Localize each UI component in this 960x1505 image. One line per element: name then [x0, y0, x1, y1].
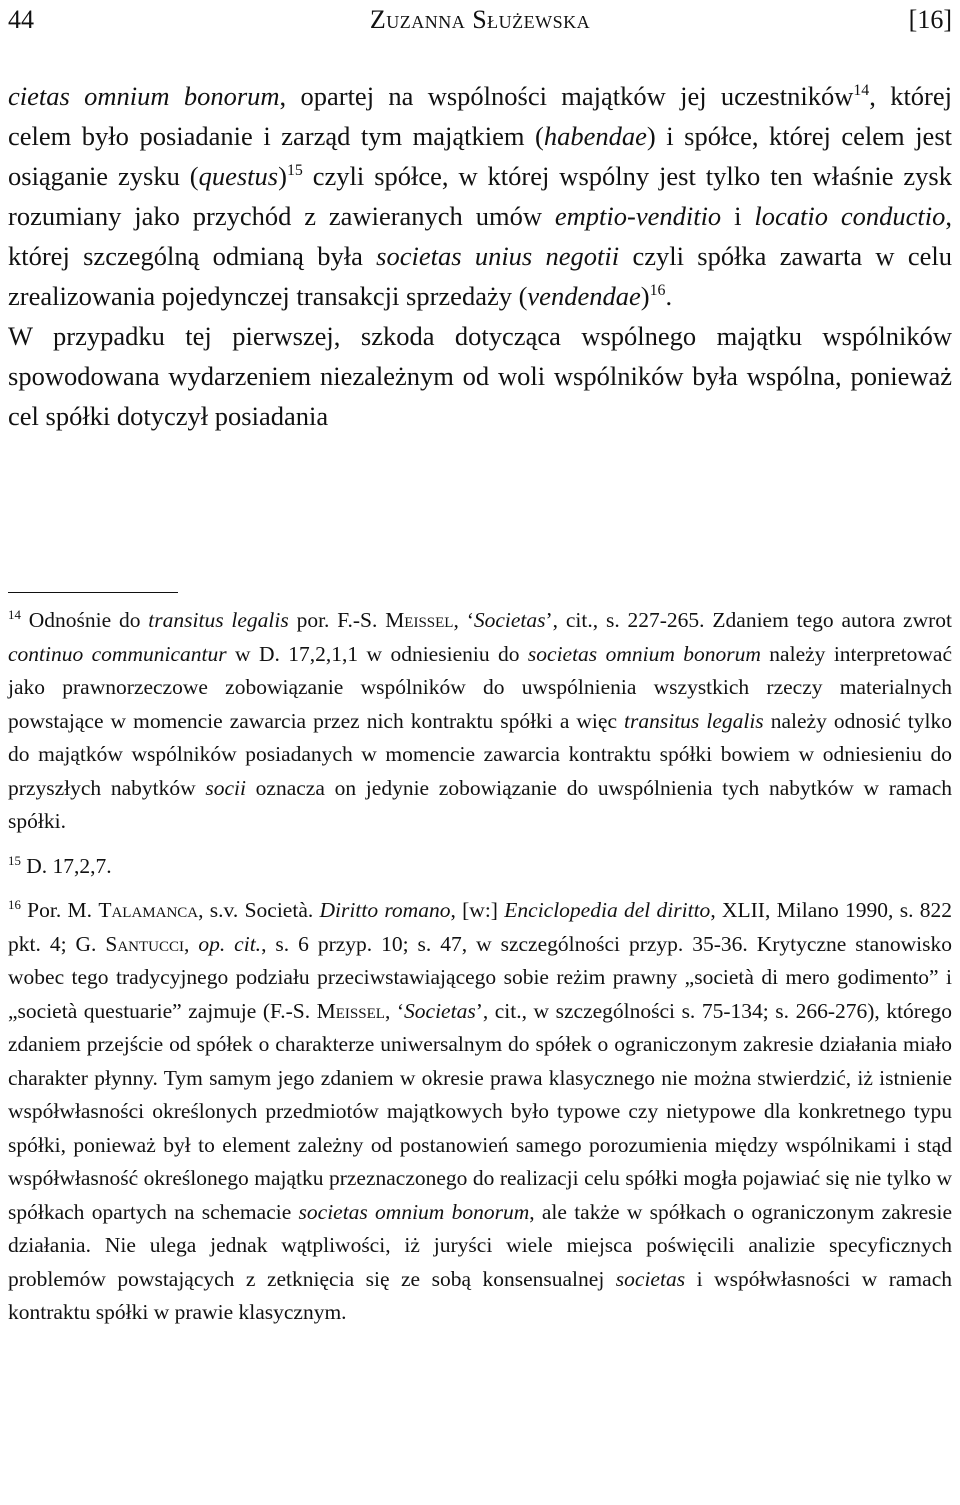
italic-run: transitus legalis	[624, 708, 764, 733]
text-run: , s. 6 przyp. 10; s. 47, w szczególności przyp. 35-36. Krytyczne stanowisko wobec tego tradycyjnego podziału przeciwstawiającego sobie reżim prawny „società di mero godimento” i „società questuarie” zajmuje (F.-S.	[8, 931, 952, 1023]
text-run: .	[665, 281, 673, 311]
text-run: i współwłasności w ramach kontraktu spółki w prawie klasycznym.	[8, 1266, 952, 1324]
footnote-ref: 15	[8, 853, 21, 868]
text-run: )	[278, 161, 287, 191]
text-run: ,	[184, 931, 199, 956]
text-run: oznacza on jedynie zobowiązanie do uwspólnienia tych nabytków w ramach spółki.	[8, 775, 952, 833]
italic-run: cietas omnium bonorum	[8, 81, 280, 111]
italic-run: societas unius negotii	[376, 241, 620, 271]
footnote-14	[8, 604, 952, 839]
italic-run: societas omnium bonorum	[527, 641, 761, 666]
text-run: należy odnosić tylko do majątków wspólników posiadanych w momencie zawarcia kontraktu spółki bowiem w odniesieniu do przyszłych nabytków	[8, 708, 952, 800]
italic-run: Enciclopedia del diritto	[504, 898, 711, 922]
italic-run: continuo communicantur	[8, 641, 227, 666]
text-run: , której szczególną odmianą była	[8, 201, 952, 271]
italic-run: questus	[198, 161, 279, 191]
italic-run: locatio conductio	[754, 201, 946, 231]
text-run: w D. 17,2,1,1 w odniesieniu do	[226, 641, 528, 666]
italic-run: vendendae	[527, 281, 641, 311]
text-run: , [w:]	[450, 898, 505, 922]
footnote-ref: 16	[8, 897, 21, 912]
text-run: ’, cit., s. 227-265. Zdaniem tego autora zwrot	[545, 608, 952, 632]
text-run: , ‘	[384, 998, 405, 1023]
italic-run: emptio-venditio	[554, 201, 722, 231]
text-run: ’, cit., w szczególności s. 75-134; s. 266-276), którego zdaniem przejście od spółek o charakterze uniwersalnym do spółek o ograniczonym zakresie działania miało charakter płynny. Tym samym jego zdaniem w okresie prawa klasycznego nie można stwierdzić, iż istnienie współwłasności określonych przedmiotów majątkowych było typowe czy nietypowe dla konkretnego typu spółki, ponieważ był to element zależny od postanowień samego porozumienia między wspólnikami i stąd współwłasność określonego majątku przeznaczonego do realizacji celu spółki mogła pojawiać się nie tylko w spółkach opartych na schemacie	[8, 998, 952, 1224]
italic-run: transitus legalis	[148, 608, 289, 632]
text-run: , s.v. Società.	[198, 898, 320, 922]
text-run: czyli spółce, w której wspólny jest tylko ten właśnie zysk rozumiany jako przychód z zawieranych umów	[8, 161, 952, 231]
text-run: , ale także w spółkach o ograniczonym zakresie działania. Nie ulega jednak wątpliwości, iż juryści wiele miejsca poświęcili analizie specyficznych problemów powstających z zetknięcia się ze sobą konsensualnej	[8, 1199, 952, 1291]
text-run: D. 17,2,7.	[20, 853, 112, 878]
running-head-section: [16]	[908, 5, 952, 34]
text-run: czyli spółka zawarta w celu zrealizowania pojedynczej transakcji sprzedaży (	[8, 241, 953, 311]
paragraph	[8, 316, 952, 436]
small-caps-run: Talamanca	[98, 898, 199, 922]
main-text	[8, 76, 952, 436]
running-head-author: Zuzanna Służewska	[369, 5, 591, 34]
italic-run: societas omnium bonorum	[298, 1199, 530, 1224]
text-run: , której celem było posiadanie i zarząd tym majątkiem (	[8, 81, 953, 151]
page-number: 44	[8, 5, 34, 34]
text-run: Por. M.	[20, 898, 99, 922]
footnote-15	[8, 850, 952, 884]
footnote-ref: 15	[286, 162, 303, 180]
footnotes	[8, 604, 952, 1330]
small-caps-run: Santucci	[105, 931, 184, 956]
italic-run: op. cit.	[198, 931, 262, 956]
text-run: W przypadku tej pierwszej, szkoda dotycząca wspólnego majątku wspólników spowodowana wydarzeniem niezależnym od woli wspólników była wspólna, ponieważ cel spółki dotyczył posiadania	[8, 321, 952, 431]
running-head	[8, 2, 952, 38]
italic-run: socii	[205, 775, 246, 800]
text-run: Odnośnie do	[20, 608, 149, 632]
text-run: i	[721, 201, 755, 231]
footnote-ref: 16	[649, 282, 666, 300]
text-run: por. F.-S.	[288, 608, 386, 632]
italic-run: habendae	[543, 121, 647, 151]
text-run: )	[640, 281, 650, 311]
italic-run: Societas	[404, 998, 476, 1023]
paragraph	[8, 76, 952, 316]
text-run: , XLII, Milano 1990, s. 822 pkt. 4; G.	[8, 898, 952, 956]
italic-run: Societas	[473, 608, 546, 632]
footnote-16	[8, 894, 952, 1330]
italic-run: societas	[615, 1266, 686, 1291]
text-run: , opartej na wspólności majątków jej uczestników	[279, 81, 854, 111]
footnote-rule	[8, 592, 178, 593]
text-run: ) i spółce, której celem jest osiąganie zysku (	[8, 121, 952, 191]
footnote-ref: 14	[853, 82, 870, 100]
small-caps-run: Meissel	[316, 998, 385, 1023]
text-run: , ‘	[453, 608, 474, 632]
footnote-ref: 14	[8, 607, 21, 622]
small-caps-run: Meissel	[385, 608, 454, 632]
text-run: należy interpretować jako prawnorzeczowe zobowiązanie wspólników do uwspólnienia wszystkich rzeczy materialnych powstające w momencie zawarcia przez nich kontraktu spółki a więc	[8, 641, 953, 733]
italic-run: Diritto romano	[319, 898, 451, 922]
